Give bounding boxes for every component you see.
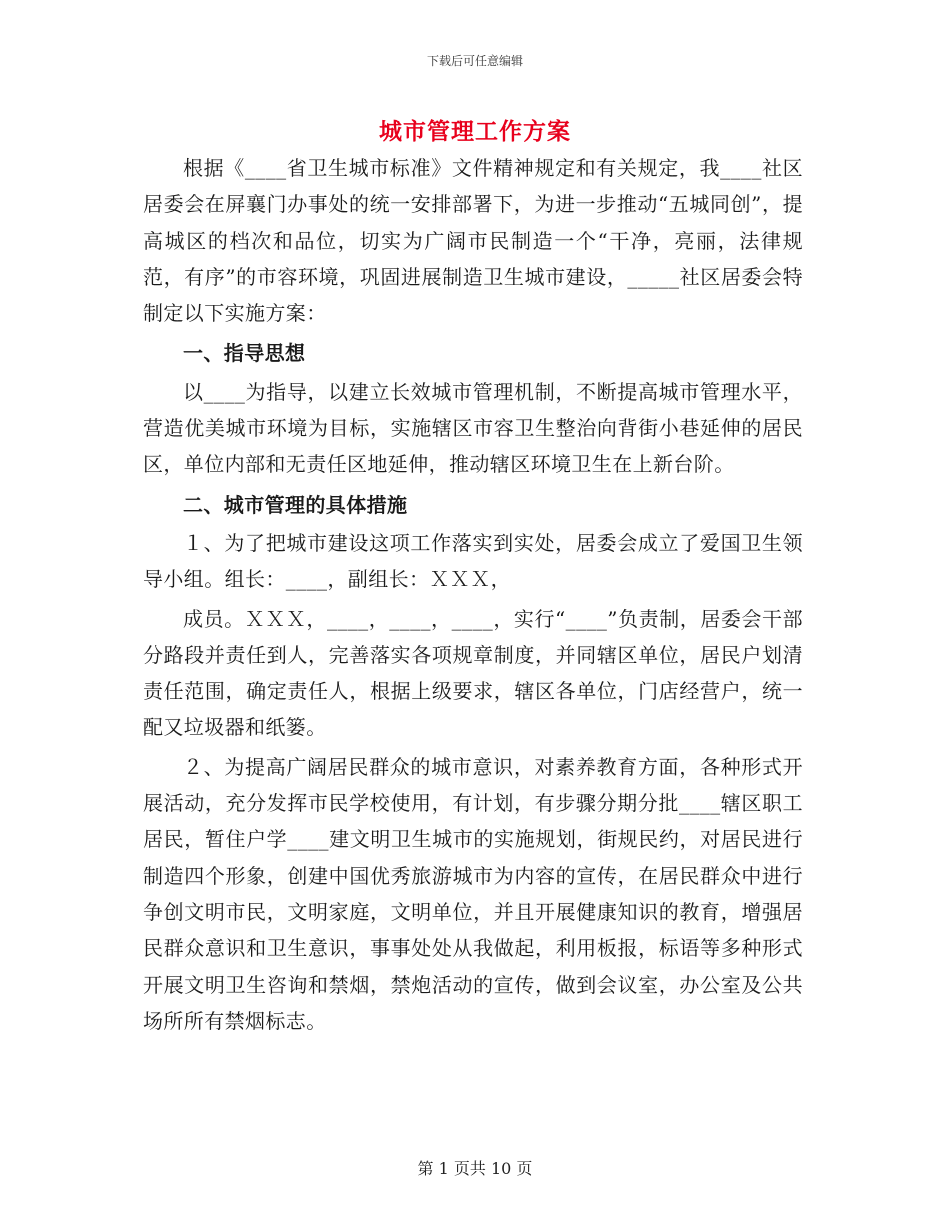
intro-paragraph: 根据《____省卫生城市标准》文件精神规定和有关规定，我____社区居委会在屏襄门办事处的统一安排部署下，为进一步推动“五城同创”，提高城区的档次和品位，切实为广阔市民制造一个“干净，亮丽，法律规范，有序”的市容环境，巩固进展制造卫生城市建设，_____社区居委会特制定以下实施方案： [143, 156, 803, 326]
page-number: 第 1 页共 10 页 [417, 1159, 533, 1178]
item1-paragraph-b: 成员。ＸＸＸ，____，____，____，实行“____”负责制，居委会干部分路段并责任到人，完善落实各项规章制度，并同辖区单位，居民户划清责任范围，确定责任人，根据上级要求，辖区各单位，门店经营户，统一配又垃圾器和纸篓。 [143, 606, 803, 740]
section2-heading: 二、城市管理的具体措施 [183, 492, 408, 517]
section1-heading: 一、指导思想 [183, 341, 306, 366]
header-note: 下载后可任意编辑 [426, 54, 523, 68]
document-title: 城市管理工作方案 [379, 118, 571, 145]
section1-paragraph: 以____为指导，以建立长效城市管理机制，不断提高城市管理水平，营造优美城市环境为目标，实施辖区市容卫生整治向背街小巷延伸的居民区，单位内部和无责任区地延伸，推动辖区环境卫生在上新台阶。 [143, 379, 803, 477]
document-body [143, 150, 803, 1039]
item1-paragraph-a: １、为了把城市建设这项工作落实到实处，居委会成立了爱国卫生领导小组。组长：____，副组长：ＸＸＸ， [143, 530, 803, 592]
item2-paragraph: ２、为提高广阔居民群众的城市意识，对素养教育方面，各种形式开展活动，充分发挥市民学校使用，有计划，有步骤分期分批____辖区职工居民，暂住户学____建文明卫生城市的实施规划，街规民约，对居民进行制造四个形象，创建中国优秀旅游城市为内容的宣传，在居民群众中进行争创文明市民，文明家庭，文明单位，并且开展健康知识的教育，增强居民群众意识和卫生意识，事事处处从我做起，利用板报，标语等多种形式开展文明卫生咨询和禁烟，禁炮活动的宣传，做到会议室，办公室及公共场所所有禁烟标志。 [143, 754, 803, 1033]
